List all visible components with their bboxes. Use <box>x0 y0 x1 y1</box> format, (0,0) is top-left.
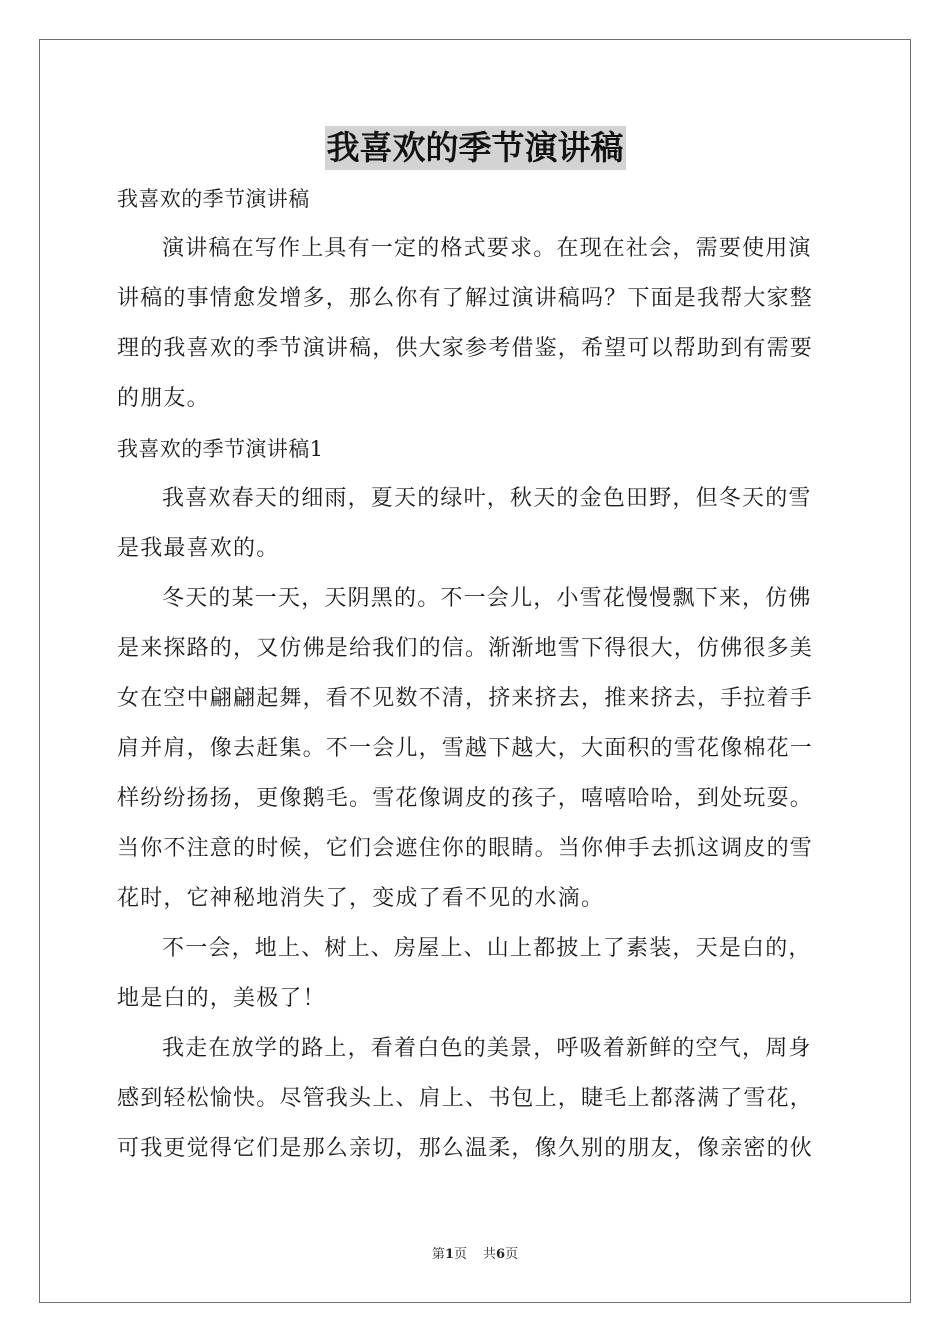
paragraph-line: 当你不注意的时候，它们会遮住你的眼睛。当你伸手去抓这调皮的雪 <box>117 836 814 861</box>
paragraph-line: 的朋友。 <box>117 386 210 411</box>
paragraph-line: 地是白的，美极了！ <box>117 986 326 1011</box>
page-footer <box>0 1246 950 1264</box>
paragraph-line: 不一会，地上、树上、房屋上、山上都披上了素装，天是白的， <box>162 936 812 961</box>
page-label-suffix: 页 <box>453 1247 467 1262</box>
paragraph-line: 是我最喜欢的。 <box>117 536 280 561</box>
total-label-suffix: 页 <box>505 1247 519 1262</box>
total-label-prefix: 共 <box>483 1247 497 1262</box>
page-number: 1 <box>444 1247 454 1262</box>
paragraph-line: 感到轻松愉快。尽管我头上、肩上、书包上，睫毛上都落满了雪花， <box>117 1086 814 1111</box>
page-label-prefix: 第 <box>431 1247 445 1262</box>
paragraph-line: 肩并肩，像去赶集。不一会儿，雪越下越大，大面积的雪花像棉花一 <box>117 736 814 761</box>
paragraph-line: 女在空中翩翩起舞，看不见数不清，挤来挤去，推来挤去，手拉着手 <box>117 686 814 711</box>
title-area <box>0 126 950 170</box>
paragraph-line: 理的我喜欢的季节演讲稿，供大家参考借鉴，希望可以帮助到有需要 <box>117 336 814 361</box>
paragraph-line: 冬天的某一天，天阴黑的。不一会儿，小雪花慢慢飘下来，仿佛 <box>162 586 812 611</box>
section-heading: 我喜欢的季节演讲稿1 <box>117 437 324 461</box>
document-body <box>117 180 833 1180</box>
paragraph-line: 讲稿的事情愈发增多，那么你有了解过演讲稿吗？下面是我帮大家整 <box>117 286 814 311</box>
paragraph-line: 样纷纷扬扬，更像鹅毛。雪花像调皮的孩子，嘻嘻哈哈，到处玩耍。 <box>117 786 814 811</box>
paragraph-line: 我喜欢春天的细雨，夏天的绿叶，秋天的金色田野，但冬天的雪 <box>162 486 812 511</box>
paragraph-line: 是来探路的，又仿佛是给我们的信。渐渐地雪下得很大，仿佛很多美 <box>117 636 814 661</box>
paragraph-line: 可我更觉得它们是那么亲切，那么温柔，像久别的朋友，像亲密的伙 <box>117 1136 814 1161</box>
subtitle-line: 我喜欢的季节演讲稿 <box>117 187 310 211</box>
paragraph-line: 我走在放学的路上，看着白色的美景，呼吸着新鲜的空气，周身 <box>162 1036 812 1061</box>
paragraph-line: 演讲稿在写作上具有一定的格式要求。在现在社会，需要使用演 <box>162 236 812 261</box>
total-pages: 6 <box>496 1247 506 1262</box>
paragraph-line: 花时，它神秘地消失了，变成了看不见的水滴。 <box>117 886 605 911</box>
document-title: 我喜欢的季节演讲稿 <box>325 126 626 170</box>
